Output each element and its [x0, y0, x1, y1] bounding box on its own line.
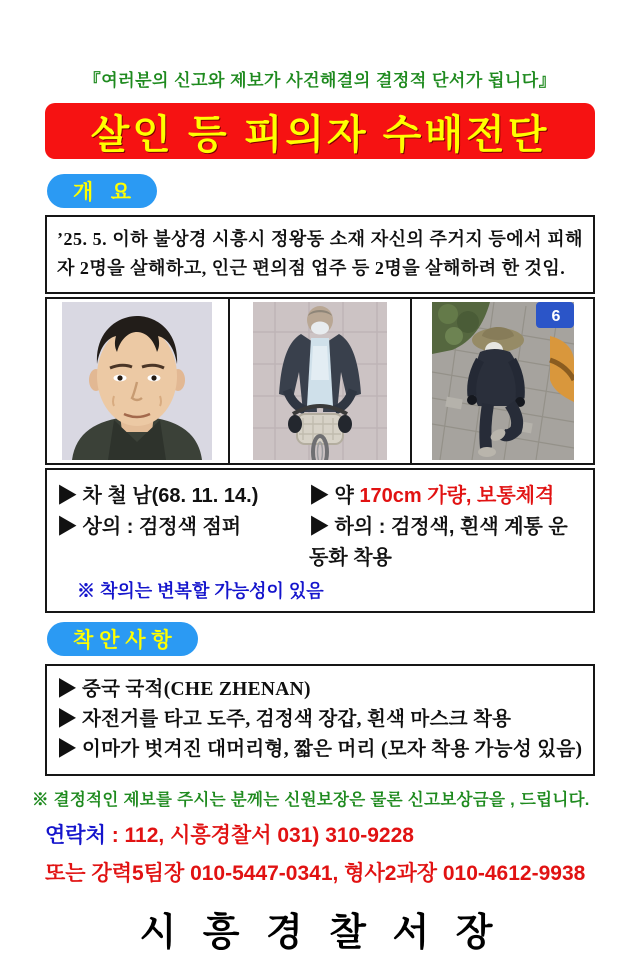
suspect-height: ▶ 약 170cm 가량, 보통체격 — [309, 484, 555, 507]
photo-id-portrait — [47, 299, 230, 463]
suspect-bottom-clothing: ▶ 하의 : 검정색, 흰색 계통 운동화 착용 — [309, 515, 568, 569]
photo-cctv-walking — [412, 299, 593, 463]
suspect-top-clothing: ▶ 상의 : 검정색 점퍼 — [57, 515, 242, 538]
police-chief-signature: 시 흥 경 찰 서 장 — [139, 912, 501, 955]
section-header-overview: 개 요 — [47, 174, 157, 208]
attention-box — [45, 664, 595, 777]
contact-label: 연락처 — [45, 824, 106, 848]
photo-cctv-bicycle — [230, 299, 413, 463]
reward-note: ※ 결정적인 제보를 주시는 분께는 신원보장은 물론 신고보상금을 , 드립니다. — [32, 791, 590, 810]
suspect-height-red: 170cm 가량, 보통체격 — [359, 484, 555, 507]
contact-numbers-1: : 112, 시흥경찰서 031) 310-9228 — [105, 824, 414, 848]
poster-title: 살인 등 피의자 수배전단 — [90, 112, 550, 157]
clothing-change-note: ※ 착의는 변복할 가능성이 있음 — [77, 580, 324, 601]
suspect-clothing-line — [57, 512, 585, 574]
title-banner — [45, 103, 595, 159]
overview-box — [45, 215, 595, 294]
contact-line-2: 또는 강력5팀장 010-5447-0341, 형사2과장 010-4612-9938 — [45, 862, 586, 886]
contact-line-1 — [45, 819, 640, 849]
suspect-name: ▶ 차 철 남(68. 11. 14.) — [57, 484, 259, 507]
attention-item-escape: ▶ 자전거를 타고 도주, 검정색 장갑, 흰색 마스크 착용 — [57, 708, 512, 730]
attention-item-nationality: ▶ 중국 국적(CHE ZHENAN) — [57, 678, 311, 700]
sign-number: 6 — [551, 307, 561, 325]
id-portrait-illustration — [62, 302, 212, 460]
top-notice-text: 『여러분의 신고와 제보가 사건해결의 결정적 단서가 됩니다』 — [83, 71, 557, 90]
suspect-photos — [45, 297, 595, 465]
overview-body: ’25. 5. 이하 불상경 시흥시 정왕동 소재 자신의 주거지 등에서 피해자 2명을 살해하고, 인근 편의점 업주 등 2명을 살해하려 한 것임. — [57, 229, 583, 278]
cctv-bicycle-illustration — [253, 302, 387, 460]
section-header-attention: 착 안 사 항 — [47, 622, 198, 656]
suspect-description-box — [45, 468, 595, 613]
cctv-walking-illustration — [432, 302, 574, 460]
suspect-name-height-line — [57, 481, 585, 512]
attention-item-hair: ▶ 이마가 벗겨진 대머리형, 짧은 머리 (모자 착용 가능성 있음) — [57, 739, 583, 761]
